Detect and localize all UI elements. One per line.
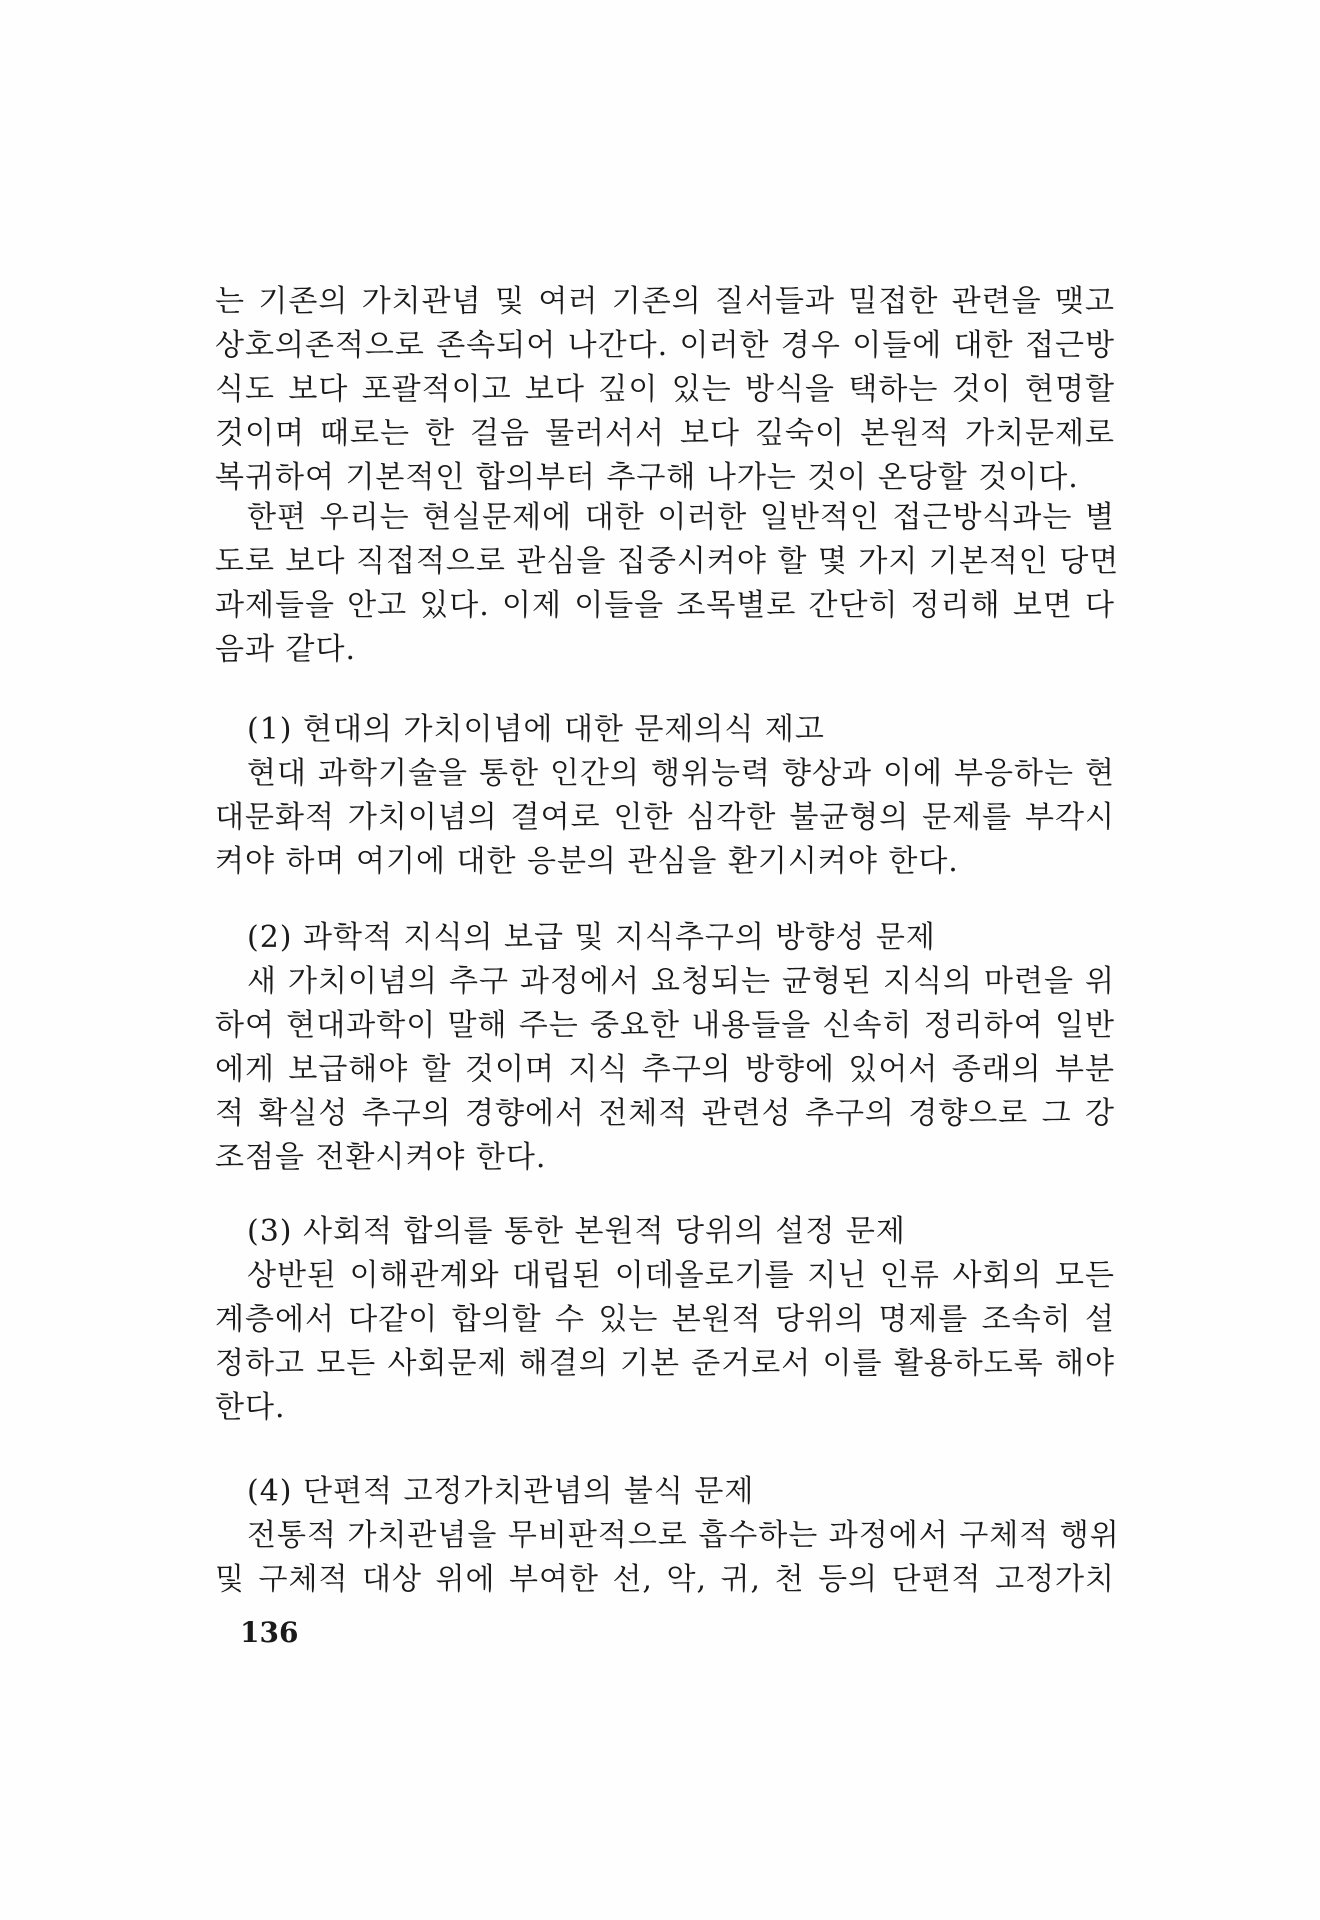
text-line: 과제들을 안고 있다. 이제 이들을 조목별로 간단히 정리해 보면 다 xyxy=(215,588,1115,623)
text-line: 대문화적 가치이념의 결여로 인한 심각한 불균형의 문제를 부각시 xyxy=(215,800,1115,835)
text-line: 하여 현대과학이 말해 주는 중요한 내용들을 신속히 정리하여 일반 xyxy=(215,1008,1115,1043)
page-number: 136 xyxy=(240,1616,299,1649)
text-line: 복귀하여 기본적인 합의부터 추구해 나가는 것이 온당할 것이다. xyxy=(215,460,1079,495)
text-line: 전통적 가치관념을 무비판적으로 흡수하는 과정에서 구체적 행위 xyxy=(247,1518,1120,1553)
section-heading: (4) 단편적 고정가치관념의 불식 문제 xyxy=(247,1474,755,1509)
text-line: 상호의존적으로 존속되어 나간다. 이러한 경우 이들에 대한 접근방 xyxy=(215,328,1115,363)
text-line: 식도 보다 포괄적이고 보다 깊이 있는 방식을 택하는 것이 현명할 xyxy=(215,372,1115,407)
text-line: 에게 보급해야 할 것이며 지식 추구의 방향에 있어서 종래의 부분 xyxy=(215,1052,1115,1087)
text-line: 정하고 모든 사회문제 해결의 기본 준거로서 이를 활용하도록 해야 xyxy=(215,1346,1115,1381)
section-heading: (3) 사회적 합의를 통한 본원적 당위의 설정 문제 xyxy=(247,1214,906,1249)
section-2 xyxy=(215,916,1115,1180)
text-line: 켜야 하며 여기에 대한 응분의 관심을 환기시켜야 한다. xyxy=(215,844,959,879)
text-line: 도로 보다 직접적으로 관심을 집중시켜야 할 몇 가지 기본적인 당면 xyxy=(215,544,1120,579)
section-heading: (2) 과학적 지식의 보급 및 지식추구의 방향성 문제 xyxy=(247,920,936,955)
section-3 xyxy=(215,1210,1115,1430)
text-line: 음과 같다. xyxy=(215,632,356,667)
section-heading: (1) 현대의 가치이념에 대한 문제의식 제고 xyxy=(247,712,825,747)
text-line: 상반된 이해관계와 대립된 이데올로기를 지닌 인류 사회의 모든 xyxy=(247,1258,1115,1293)
text-line: 것이며 때로는 한 걸음 물러서서 보다 깊숙이 본원적 가치문제로 xyxy=(215,416,1115,451)
text-line: 적 확실성 추구의 경향에서 전체적 관련성 추구의 경향으로 그 강 xyxy=(215,1096,1115,1131)
text-line: 및 구체적 대상 위에 부여한 선, 악, 귀, 천 등의 단편적 고정가치 xyxy=(215,1562,1115,1597)
text-line: 현대 과학기술을 통한 인간의 행위능력 향상과 이에 부응하는 현 xyxy=(247,756,1115,791)
text-line: 는 기존의 가치관념 및 여러 기존의 질서들과 밀접한 관련을 맺고 xyxy=(215,284,1115,319)
paragraph-intro xyxy=(215,496,1120,672)
text-line: 계층에서 다같이 합의할 수 있는 본원적 당위의 명제를 조속히 설 xyxy=(215,1302,1115,1337)
text-line: 새 가치이념의 추구 과정에서 요청되는 균형된 지식의 마련을 위 xyxy=(247,964,1115,999)
text-line: 한편 우리는 현실문제에 대한 이러한 일반적인 접근방식과는 별 xyxy=(247,500,1115,535)
text-line: 한다. xyxy=(215,1390,286,1425)
text-line: 조점을 전환시켜야 한다. xyxy=(215,1140,547,1175)
section-4 xyxy=(215,1470,1120,1602)
section-1 xyxy=(215,708,1115,884)
paragraph-continuation xyxy=(215,280,1115,500)
